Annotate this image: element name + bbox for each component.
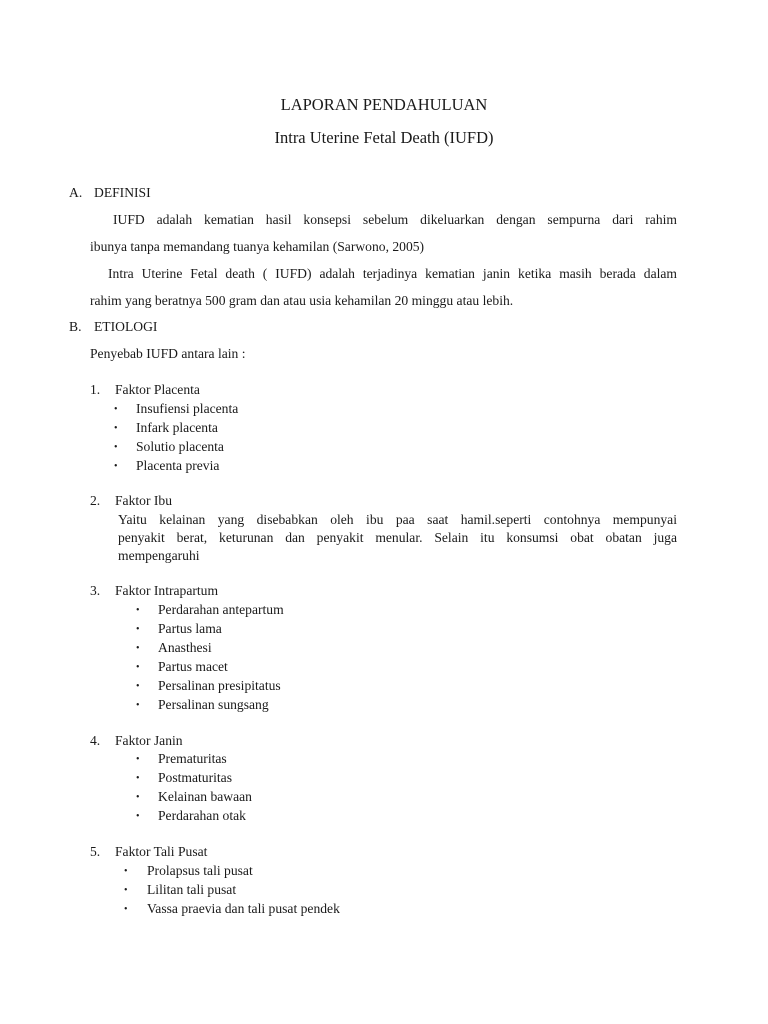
- list-item: Solutio placenta: [136, 439, 224, 454]
- list-item: Persalinan presipitatus: [158, 678, 281, 693]
- list-item: Anasthesi: [158, 640, 212, 655]
- document-title: LAPORAN PENDAHULUAN: [280, 95, 488, 114]
- factor-number: 5.: [90, 844, 101, 859]
- bullet-icon: •: [124, 866, 128, 877]
- list-item: Perdarahan antepartum: [158, 602, 284, 617]
- list-item: Partus macet: [158, 659, 228, 674]
- factor-number: 1.: [90, 382, 101, 397]
- factor-number: 4.: [90, 733, 101, 748]
- factor-ibu-line-2: penyakit berat, keturunan dan penyakit menular. Selain itu konsumsi obat obatan juga: [118, 530, 677, 545]
- list-item: Postmaturitas: [158, 770, 233, 785]
- definition-paragraph-2-line-2: rahim yang beratnya 500 gram dan atau usia kehamilan 20 minggu atau lebih.: [90, 293, 514, 308]
- bullet-icon: •: [136, 643, 140, 654]
- bullet-icon: •: [136, 605, 140, 616]
- factor-ibu-line-1: Yaitu kelainan yang disebabkan oleh ibu paa saat hamil.seperti contohnya mempunyai: [118, 512, 677, 527]
- bullet-icon: •: [114, 461, 118, 472]
- list-item: Vassa praevia dan tali pusat pendek: [147, 901, 340, 916]
- bullet-icon: •: [136, 792, 140, 803]
- bullet-icon: •: [136, 811, 140, 822]
- list-item: Perdarahan otak: [158, 808, 246, 823]
- section-a-heading: DEFINISI: [94, 185, 151, 200]
- definition-paragraph-1-line-1: IUFD adalah kematian hasil konsepsi sebelum dikeluarkan dengan sempurna dari rahim: [113, 212, 677, 227]
- section-b-heading: ETIOLOGI: [94, 319, 158, 334]
- bullet-icon: •: [136, 773, 140, 784]
- bullet-icon: •: [136, 754, 140, 765]
- list-item: Placenta previa: [136, 458, 220, 473]
- bullet-icon: •: [124, 885, 128, 896]
- list-item: Prolapsus tali pusat: [147, 863, 253, 878]
- factor-heading-ibu: Faktor Ibu: [115, 493, 173, 508]
- document-subtitle: Intra Uterine Fetal Death (IUFD): [274, 128, 494, 147]
- bullet-icon: •: [114, 404, 118, 415]
- list-item: Insufiensi placenta: [136, 401, 239, 416]
- bullet-icon: •: [136, 662, 140, 673]
- factor-heading-placenta: Faktor Placenta: [115, 382, 200, 397]
- list-item: Infark placenta: [136, 420, 218, 435]
- list-item: Kelainan bawaan: [158, 789, 252, 804]
- factor-heading-janin: Faktor Janin: [115, 733, 183, 748]
- list-item: Prematuritas: [158, 751, 227, 766]
- section-b-marker: B.: [69, 319, 82, 334]
- bullet-icon: •: [136, 681, 140, 692]
- factor-ibu-line-3: mempengaruhi: [118, 548, 200, 563]
- bullet-icon: •: [124, 904, 128, 915]
- definition-paragraph-1-line-2: ibunya tanpa memandang tuanya kehamilan (Sarwono, 2005): [90, 239, 425, 254]
- factor-heading-intrapartum: Faktor Intrapartum: [115, 583, 219, 598]
- factor-number: 3.: [90, 583, 101, 598]
- definition-paragraph-2-line-1: Intra Uterine Fetal death ( IUFD) adalah terjadinya kematian janin ketika masih berada dalam: [108, 266, 677, 281]
- bullet-icon: •: [136, 700, 140, 711]
- factor-number: 2.: [90, 493, 101, 508]
- factor-heading-tali-pusat: Faktor Tali Pusat: [115, 844, 208, 859]
- list-item: Persalinan sungsang: [158, 697, 269, 712]
- list-item: Partus lama: [158, 621, 222, 636]
- bullet-icon: •: [114, 442, 118, 453]
- section-a-marker: A.: [69, 185, 83, 200]
- bullet-icon: •: [136, 624, 140, 635]
- bullet-icon: •: [114, 423, 118, 434]
- etiology-intro: Penyebab IUFD antara lain :: [90, 346, 246, 361]
- list-item: Lilitan tali pusat: [147, 882, 237, 897]
